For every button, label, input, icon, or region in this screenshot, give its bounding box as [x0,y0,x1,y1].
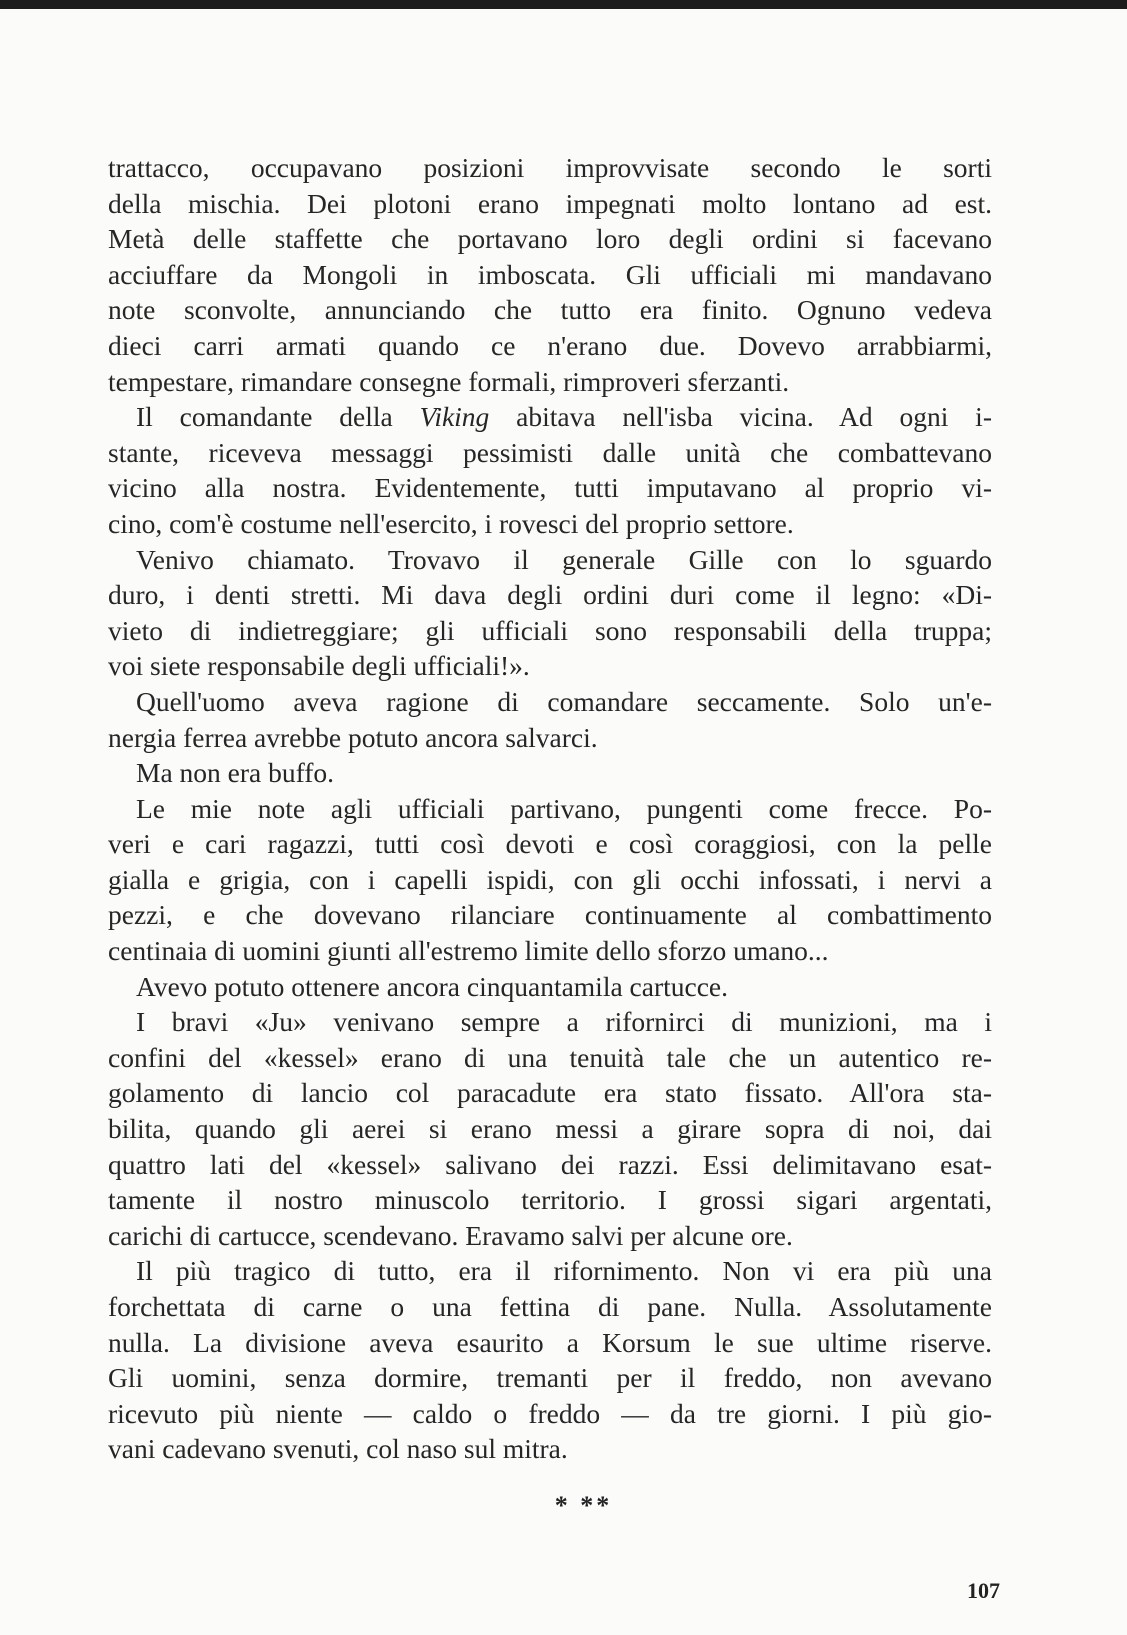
text-line: confini del «kessel» erano di una tenuità tale che un autentico re- [108,1041,992,1073]
text-line: quattro lati del «kessel» salivano dei razzi. Essi delimitavano esat- [108,1148,992,1180]
text-line: tempestare, rimandare consegne formali, rimproveri sferzanti. [108,365,790,397]
body-text [108,150,992,1467]
paragraph [108,542,992,684]
section-separator: * ** [554,1491,613,1520]
text-line: trattacco, occupavano posizioni improvvisate secondo le sorti [108,152,992,183]
paragraph [108,969,992,1005]
text-line: voi siete responsabile degli ufficiali!». [108,650,530,682]
text-line: nulla. La divisione aveva esaurito a Korsum le sue ultime riserve. [108,1326,992,1358]
paragraph [108,755,992,791]
text-line: bilita, quando gli aerei si erano messi a girare sopra di noi, dai [108,1113,992,1145]
text-line: della mischia. Dei plotoni erano impegnati molto lontano ad est. [108,187,992,219]
text-line: forchettata di carne o una fettina di pane. Nulla. Assolutamente [108,1291,992,1322]
text-segment: Il comandante della [136,401,420,433]
text-line: cino, com'è costume nell'esercito, i rovesci del proprio settore. [108,507,794,539]
text-line: Ma non era buffo. [136,757,335,789]
paragraph [108,1004,992,1253]
text-line: Avevo potuto ottenere ancora cinquantamila cartucce. [136,970,728,1002]
text-line: vieto di indietreggiare; gli ufficiali sono responsabili della truppa; [108,614,992,646]
text-line: Le mie note agli ufficiali partivano, pungenti come frecce. Po- [136,792,992,824]
text-line: veri e cari ragazzi, tutti così devoti e così coraggiosi, con la pelle [108,828,992,860]
text-line: pezzi, e che dovevano rilanciare continuamente al combattimento [108,899,992,931]
paragraph [108,150,992,399]
text-line: nergia ferrea avrebbe potuto ancora salvarci. [108,721,598,753]
text-line [108,399,992,435]
text-line: Il più tragico di tutto, era il rifornimento. Non vi era più una [136,1255,992,1287]
text-line: acciuffare da Mongoli in imboscata. Gli ufficiali mi mandavano [108,258,992,290]
italic-title: Viking [419,401,490,433]
text-line: ricevuto più niente — caldo o freddo — da tre giorni. I più gio- [108,1397,992,1429]
paragraph [108,1253,992,1467]
text-line: Quell'uomo aveva ragione di comandare seccamente. Solo un'e- [136,685,992,717]
text-line: golamento di lancio col paracadute era stato fissato. All'ora sta- [108,1077,992,1109]
text-line: dieci carri armati quando ce n'erano due. Dovevo arrabbiarmi, [108,329,992,361]
text-line: Gli uomini, senza dormire, tremanti per il freddo, non avevano [108,1362,992,1394]
text-line: I bravi «Ju» venivano sempre a rifornirci di munizioni, ma i [136,1006,992,1038]
text-line: carichi di cartucce, scendevano. Eravamo salvi per alcune ore. [108,1219,793,1251]
text-line: Venivo chiamato. Trovavo il generale Gille con lo sguardo [136,543,992,575]
paragraph [108,399,992,541]
paragraph [108,684,992,755]
paragraph [108,791,992,969]
top-edge-rule [0,0,1127,9]
text-line: duro, i denti stretti. Mi dava degli ordini duri come il legno: «Di- [108,579,992,611]
text-segment: abitava nell'isba vicina. Ad ogni i- [489,401,992,433]
text-line: note sconvolte, annunciando che tutto era finito. Ognuno vedeva [108,294,992,326]
text-line: Metà delle staffette che portavano loro degli ordini si facevano [108,223,992,255]
text-line: stante, riceveva messaggi pessimisti dalle unità che combattevano [108,436,992,468]
text-line: gialla e grigia, con i capelli ispidi, con gli occhi infossati, i nervi a [108,863,992,895]
text-line: vicino alla nostra. Evidentemente, tutti imputavano al proprio vi- [108,472,992,504]
text-line: centinaia di uomini giunti all'estremo limite dello sforzo umano... [108,935,829,967]
text-line: vani cadevano svenuti, col naso sul mitra. [108,1433,568,1465]
text-line: tamente il nostro minuscolo territorio. I grossi sigari argentati, [108,1184,992,1216]
page-number: 107 [967,1578,1000,1603]
